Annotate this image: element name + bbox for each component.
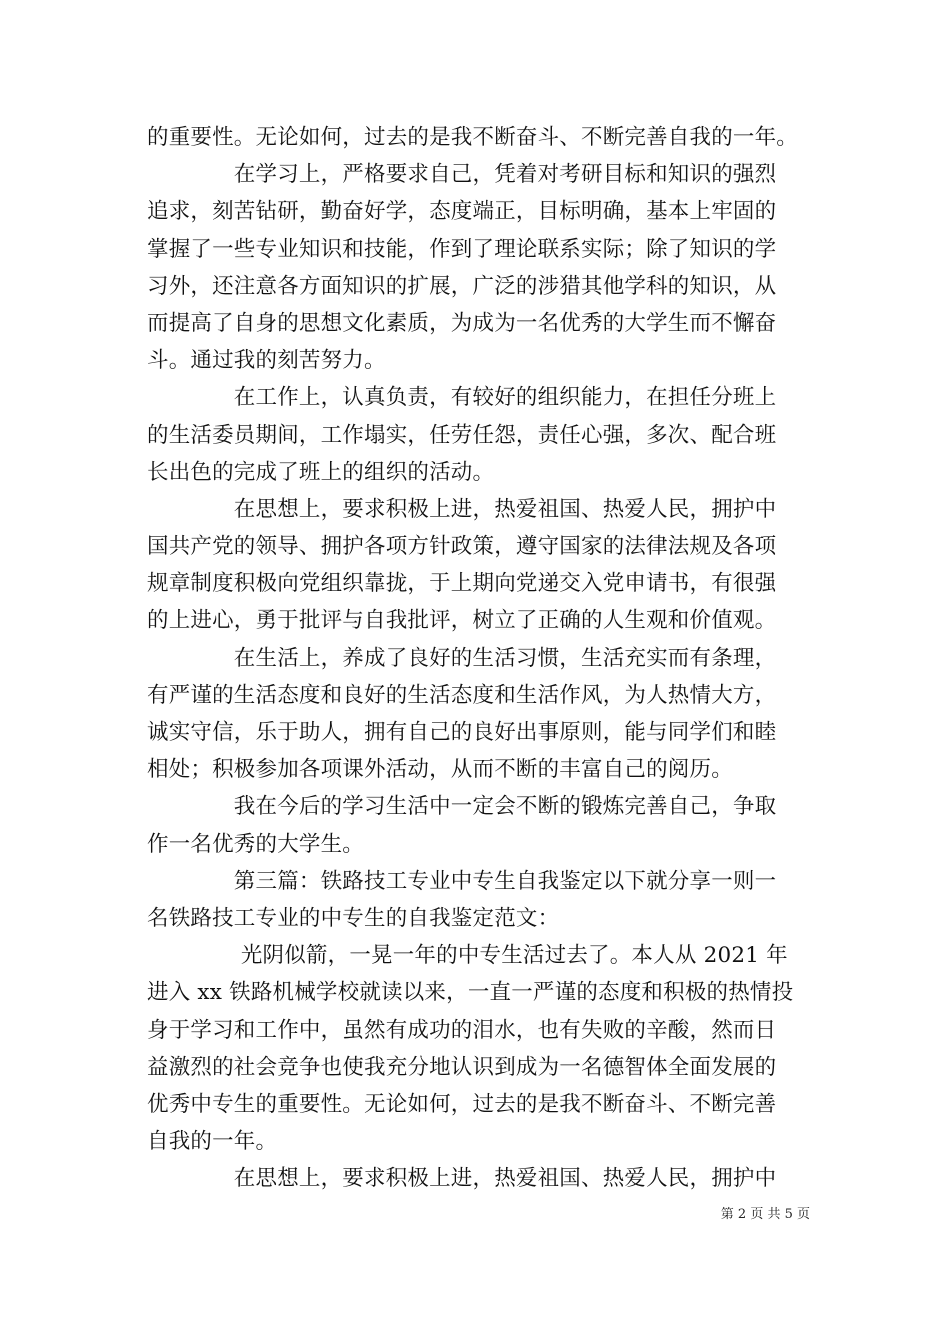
- text-line: 在思想上，要求积极上进，热爱祖国、热爱人民，拥护中: [147, 1166, 777, 1192]
- text-line: 诚实守信，乐于助人，拥有自己的良好出事原则，能与同学们和睦: [147, 720, 777, 745]
- text-line: 光阴似箭，一晃一年的中专生活过去了。本人从 2021 年: [147, 943, 788, 969]
- text-line: 习外，还注意各方面知识的扩展，广泛的涉猎其他学科的知识，从: [147, 273, 777, 299]
- text-line: 的重要性。无论如何，过去的是我不断奋斗、不断完善自我的一年。: [147, 125, 799, 150]
- text-line: 进入 xx 铁路机械学校就读以来，一直一严谨的态度和积极的热情投: [147, 980, 794, 1006]
- text-line: 在思想上，要求积极上进，热爱祖国、热爱人民，拥护中: [147, 496, 777, 522]
- text-line: 在生活上，养成了良好的生活习惯，生活充实而有条理，: [147, 645, 777, 671]
- text-line: 益激烈的社会竞争也使我充分地认识到成为一名德智体全面发展的: [147, 1054, 777, 1080]
- text-line: 的生活委员期间，工作塌实，任劳任怨，责任心强，多次、配合班: [147, 422, 777, 448]
- text-line: 在工作上，认真负责，有较好的组织能力，在担任分班上: [147, 385, 777, 411]
- text-line: 第三篇：铁路技工专业中专生自我鉴定以下就分享一则一: [147, 868, 777, 894]
- text-line: 作一名优秀的大学生。: [147, 831, 365, 857]
- text-line: 在学习上，严格要求自己，凭着对考研目标和知识的强烈: [147, 162, 777, 188]
- text-line: 而提高了自身的思想文化素质，为成为一名优秀的大学生而不懈奋: [147, 310, 777, 336]
- text-line: 身于学习和工作中，虽然有成功的泪水，也有失败的辛酸，然而日: [147, 1017, 777, 1043]
- text-line: 斗。通过我的刻苦努力。: [147, 348, 386, 374]
- text-line: 自我的一年。: [147, 1129, 278, 1155]
- text-line: 国共产党的领导、拥护各项方针政策，遵守国家的法律法规及各项: [147, 534, 777, 560]
- document-body: [147, 119, 812, 1197]
- text-line: 追求，刻苦钻研，勤奋好学，态度端正，目标明确，基本上牢固的: [147, 199, 777, 225]
- text-line: 长出色的完成了班上的组织的活动。: [147, 459, 495, 485]
- page-number: 第 2 页 共 5 页: [720, 1207, 810, 1222]
- text-line: 优秀中专生的重要性。无论如何，过去的是我不断奋斗、不断完善: [147, 1091, 777, 1117]
- text-line: 我在今后的学习生活中一定会不断的锻炼完善自己，争取: [147, 794, 777, 820]
- text-line: 名铁路技工专业的中专生的自我鉴定范文：: [147, 905, 560, 931]
- text-line: 相处；积极参加各项课外活动，从而不断的丰富自己的阅历。: [147, 757, 733, 783]
- text-line: 有严谨的生活态度和良好的生活态度和生活作风，为人热情大方，: [147, 682, 777, 708]
- text-line: 的上进心，勇于批评与自我批评，树立了正确的人生观和价值观。: [147, 608, 777, 634]
- text-line: 掌握了一些专业知识和技能，作到了理论联系实际；除了知识的学: [147, 236, 777, 262]
- text-line: 规章制度积极向党组织靠拢，于上期向党递交入党申请书，有很强: [147, 571, 777, 597]
